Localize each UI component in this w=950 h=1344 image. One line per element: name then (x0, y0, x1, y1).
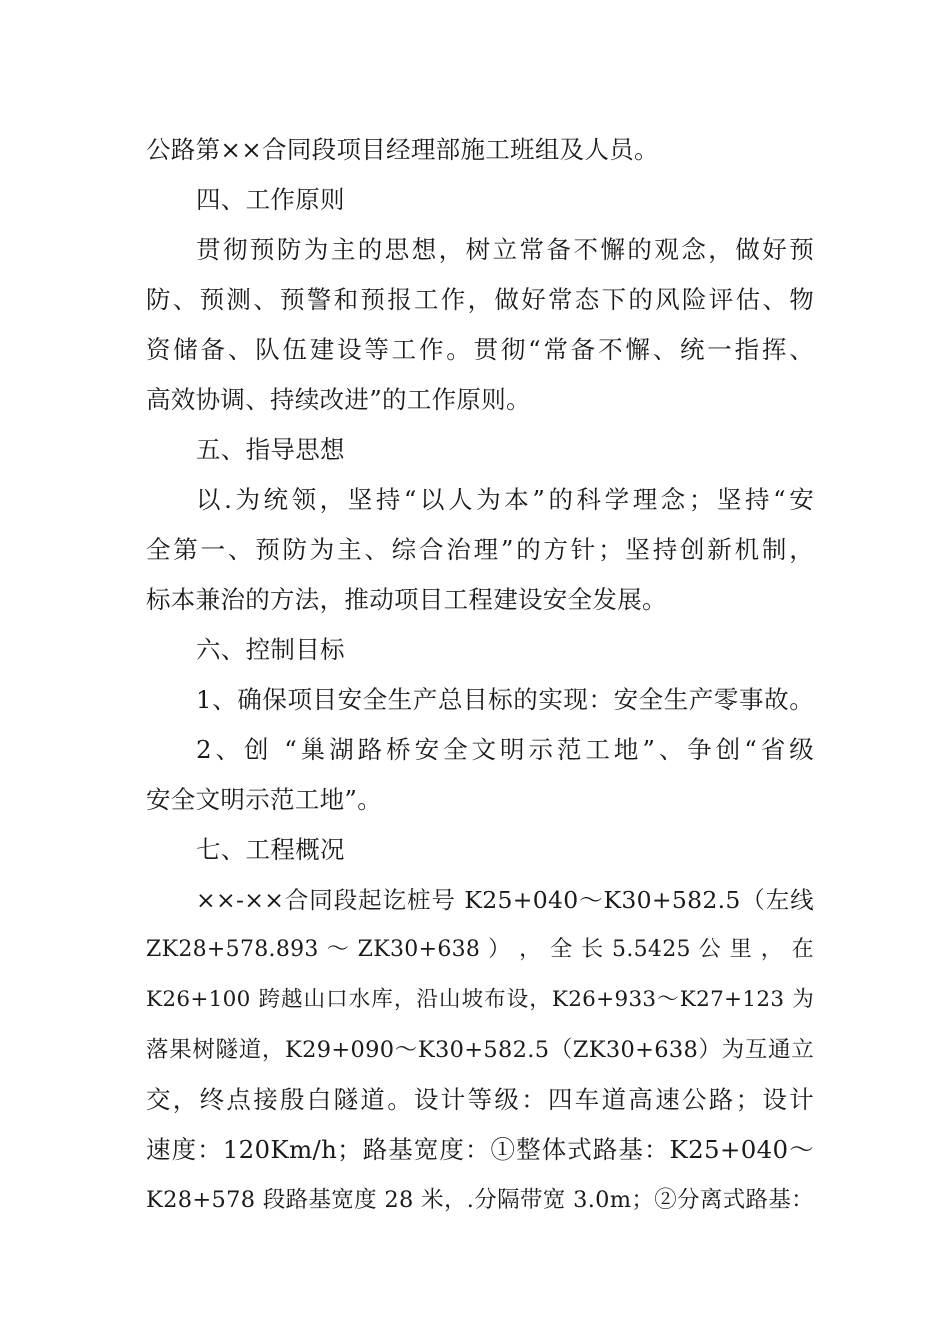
text-line-13: 2、创 “巢湖路桥安全文明示范工地”、争创“省级 (196, 735, 814, 764)
text-line-22: K28+578 段路基宽度 28 米，.分隔带宽 3.0m；②分离式路基： (146, 1187, 814, 1213)
text-line-20: 交，终点接殷白隧道。设计等级：四车道高速公路；设计 (146, 1085, 814, 1114)
text-line-3: 贯彻预防为主的思想，树立常备不懈的观念，做好预 (196, 235, 814, 264)
text-line-1: 公路第××合同段项目经理部施工班组及人员。 (146, 135, 659, 164)
text-line-14: 安全文明示范工地”。 (146, 785, 383, 814)
text-line-16: ××-××合同段起讫桩号 K25+040～K30+582.5（左线 (196, 886, 814, 914)
text-line-10: 标本兼治的方法，推动项目工程建设安全发展。 (146, 585, 667, 614)
text-line-17: ZK28+578.893 ～ ZK30+638 ） ， 全 长 5.5425 公 里 ， 在 (146, 937, 814, 962)
text-line-4: 防、预测、预警和预报工作，做好常态下的风险评估、物 (146, 285, 814, 314)
text-line-21: 速度：120Km/h；路基宽度：①整体式路基：K25+040～ (146, 1135, 814, 1164)
text-line-18: K26+100 跨越山口水库，沿山坡布设，K26+933～K27+123 为 (146, 987, 814, 1012)
text-line-19: 落果树隧道，K29+090～K30+582.5（ZK30+638）为互通立 (146, 1037, 814, 1063)
text-line-5: 资储备、队伍建设等工作。贯彻“常备不懈、统一指挥、 (146, 335, 814, 364)
text-line-8: 以.为统领，坚持“以人为本”的科学理念；坚持“安 (196, 485, 814, 514)
text-line-12: 1、确保项目安全生产总目标的实现：安全生产零事故。 (196, 685, 814, 714)
section-heading-control-targets: 六、控制目标 (196, 635, 345, 664)
section-heading-work-principles: 四、工作原则 (196, 185, 345, 214)
section-heading-project-overview: 七、工程概况 (196, 835, 345, 864)
text-line-9: 全第一、预防为主、综合治理”的方针；坚持创新机制， (146, 535, 814, 564)
text-line-6: 高效协调、持续改进”的工作原则。 (146, 385, 531, 414)
section-heading-guiding-thought: 五、指导思想 (196, 435, 345, 464)
